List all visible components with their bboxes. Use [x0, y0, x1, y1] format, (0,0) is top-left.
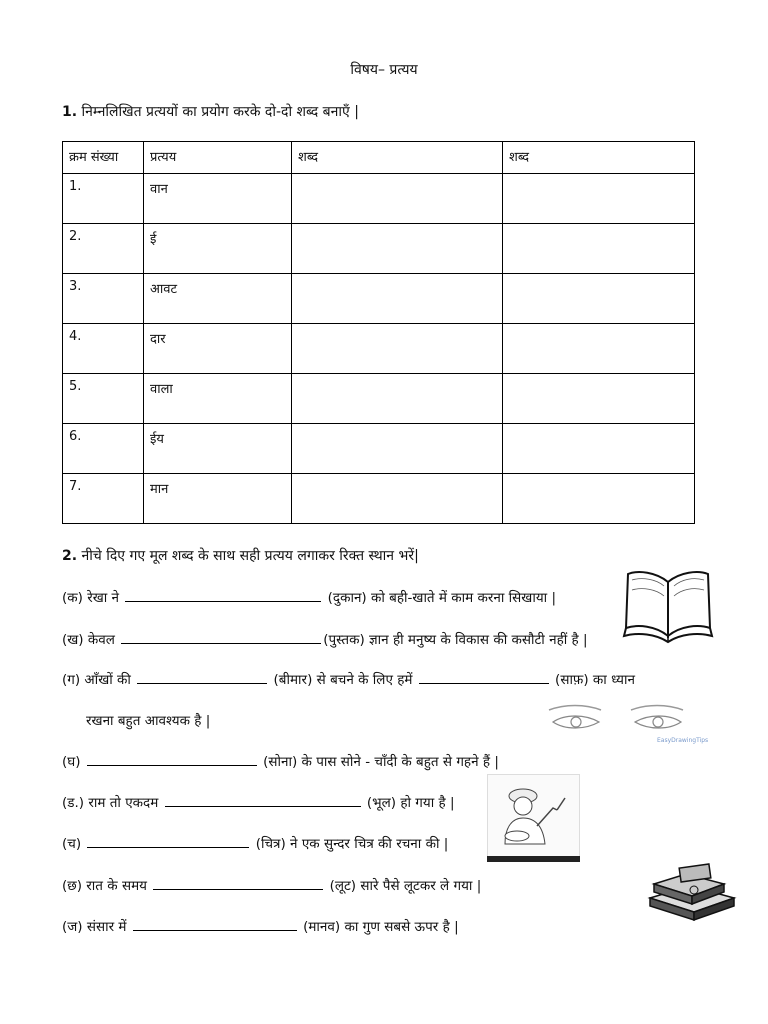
table-row	[63, 374, 695, 424]
table-row	[63, 274, 695, 324]
table-header-row	[63, 142, 695, 174]
question-2-text: नीचे दिए गए मूल शब्द के साथ सही प्रत्यय लगाकर रिक्त स्थान भरें|	[81, 548, 419, 564]
word-cell[interactable]	[292, 324, 503, 374]
word-cell[interactable]	[292, 174, 503, 224]
fill-item-gha	[62, 752, 499, 770]
answer-blank[interactable]	[137, 671, 267, 684]
open-book-icon	[622, 566, 714, 646]
money-stack-icon	[646, 862, 738, 926]
question-2	[62, 546, 419, 565]
item-prefix: (क) रेखा ने	[62, 590, 120, 606]
root-word: (भूल)	[366, 795, 397, 811]
table-row	[63, 474, 695, 524]
header-suffix: प्रत्यय	[144, 142, 292, 174]
row-suffix: वान	[144, 174, 292, 224]
word-cell[interactable]	[503, 474, 695, 524]
question-1-text: निम्नलिखित प्रत्ययों का प्रयोग करके दो-दो शब्द बनाएँ |	[81, 104, 359, 120]
painter-icon	[487, 774, 580, 862]
row-suffix: ई	[144, 224, 292, 274]
row-suffix: आवट	[144, 274, 292, 324]
question-2-number: 2.	[62, 548, 78, 564]
row-number: 6.	[63, 424, 144, 474]
item-prefix: (छ) रात के समय	[62, 878, 147, 894]
fill-item-chha	[62, 876, 481, 894]
answer-blank[interactable]	[87, 753, 257, 766]
question-1	[62, 102, 359, 121]
root-word: (सोना)	[263, 754, 298, 770]
question-1-number: 1.	[62, 104, 78, 120]
root-word: (बीमार)	[273, 672, 313, 688]
answer-blank[interactable]	[133, 918, 297, 931]
answer-blank[interactable]	[87, 835, 249, 848]
root-word-2: (साफ़)	[555, 672, 589, 688]
word-cell[interactable]	[292, 274, 503, 324]
word-cell[interactable]	[503, 174, 695, 224]
row-suffix: ईय	[144, 424, 292, 474]
answer-blank[interactable]	[125, 589, 321, 602]
answer-blank[interactable]	[121, 631, 321, 644]
word-cell[interactable]	[292, 474, 503, 524]
eyes-icon	[545, 702, 715, 746]
item-prefix: (ड.) राम तो एकदम	[62, 795, 159, 811]
item-prefix: (च)	[62, 836, 82, 852]
fill-item-kha	[62, 630, 588, 648]
item-suffix-text: सारे पैसे लूटकर ले गया |	[356, 878, 482, 894]
worksheet-title: विषय– प्रत्यय	[350, 62, 418, 78]
word-cell[interactable]	[292, 424, 503, 474]
row-suffix: मान	[144, 474, 292, 524]
suffix-table	[62, 141, 695, 524]
item-suffix-text-2: का ध्यान	[588, 672, 635, 688]
header-word-2: शब्द	[503, 142, 695, 174]
word-cell[interactable]	[503, 374, 695, 424]
table-row	[63, 224, 695, 274]
root-word: (दुकान)	[327, 590, 367, 606]
row-suffix: दार	[144, 324, 292, 374]
fill-item-cha	[62, 834, 448, 852]
item-suffix-text: हो गया है |	[396, 795, 455, 811]
continued-text: रखना बहुत आवश्यक है |	[86, 713, 211, 729]
item-suffix-text: से बचने के लिए हमें	[312, 672, 413, 688]
row-number: 4.	[63, 324, 144, 374]
fill-item-ja	[62, 917, 459, 935]
answer-blank[interactable]	[165, 794, 361, 807]
table-row	[63, 324, 695, 374]
item-suffix-text: को बही-खाते में काम करना सिखाया |	[366, 590, 557, 606]
root-word: (चित्र)	[255, 836, 286, 852]
row-number: 1.	[63, 174, 144, 224]
fill-item-ga-continued	[86, 711, 210, 729]
row-number: 7.	[63, 474, 144, 524]
item-prefix: (घ)	[62, 754, 81, 770]
fill-item-ga	[62, 670, 635, 688]
eyes-caption: EasyDrawingTips	[657, 737, 709, 744]
fill-item-ka	[62, 588, 556, 606]
table-row	[63, 424, 695, 474]
header-word-1: शब्द	[292, 142, 503, 174]
word-cell[interactable]	[503, 224, 695, 274]
item-prefix: (ज) संसार में	[62, 919, 127, 935]
row-number: 5.	[63, 374, 144, 424]
item-suffix-text: ने एक सुन्दर चित्र की रचना की |	[285, 836, 449, 852]
answer-blank-2[interactable]	[419, 671, 549, 684]
item-prefix: (ग) आँखों की	[62, 672, 131, 688]
root-word: (मानव)	[303, 919, 341, 935]
item-suffix-text: का गुण सबसे ऊपर है |	[340, 919, 459, 935]
word-cell[interactable]	[292, 374, 503, 424]
header-serial: क्रम संख्या	[63, 142, 144, 174]
row-number: 2.	[63, 224, 144, 274]
word-cell[interactable]	[292, 224, 503, 274]
word-cell[interactable]	[503, 324, 695, 374]
item-prefix: (ख) केवल	[62, 632, 115, 648]
root-word: (लूट)	[329, 878, 357, 894]
word-cell[interactable]	[503, 274, 695, 324]
row-number: 3.	[63, 274, 144, 324]
row-suffix: वाला	[144, 374, 292, 424]
word-cell[interactable]	[503, 424, 695, 474]
answer-blank[interactable]	[153, 877, 323, 890]
table-row	[63, 174, 695, 224]
item-suffix-text: ज्ञान ही मनुष्य के विकास की कसौटी नहीं है |	[364, 632, 588, 648]
item-suffix-text: के पास सोने - चाँदी के बहुत से गहने हैं |	[297, 754, 499, 770]
fill-item-da	[62, 793, 455, 811]
root-word: (पुस्तक)	[323, 632, 365, 648]
